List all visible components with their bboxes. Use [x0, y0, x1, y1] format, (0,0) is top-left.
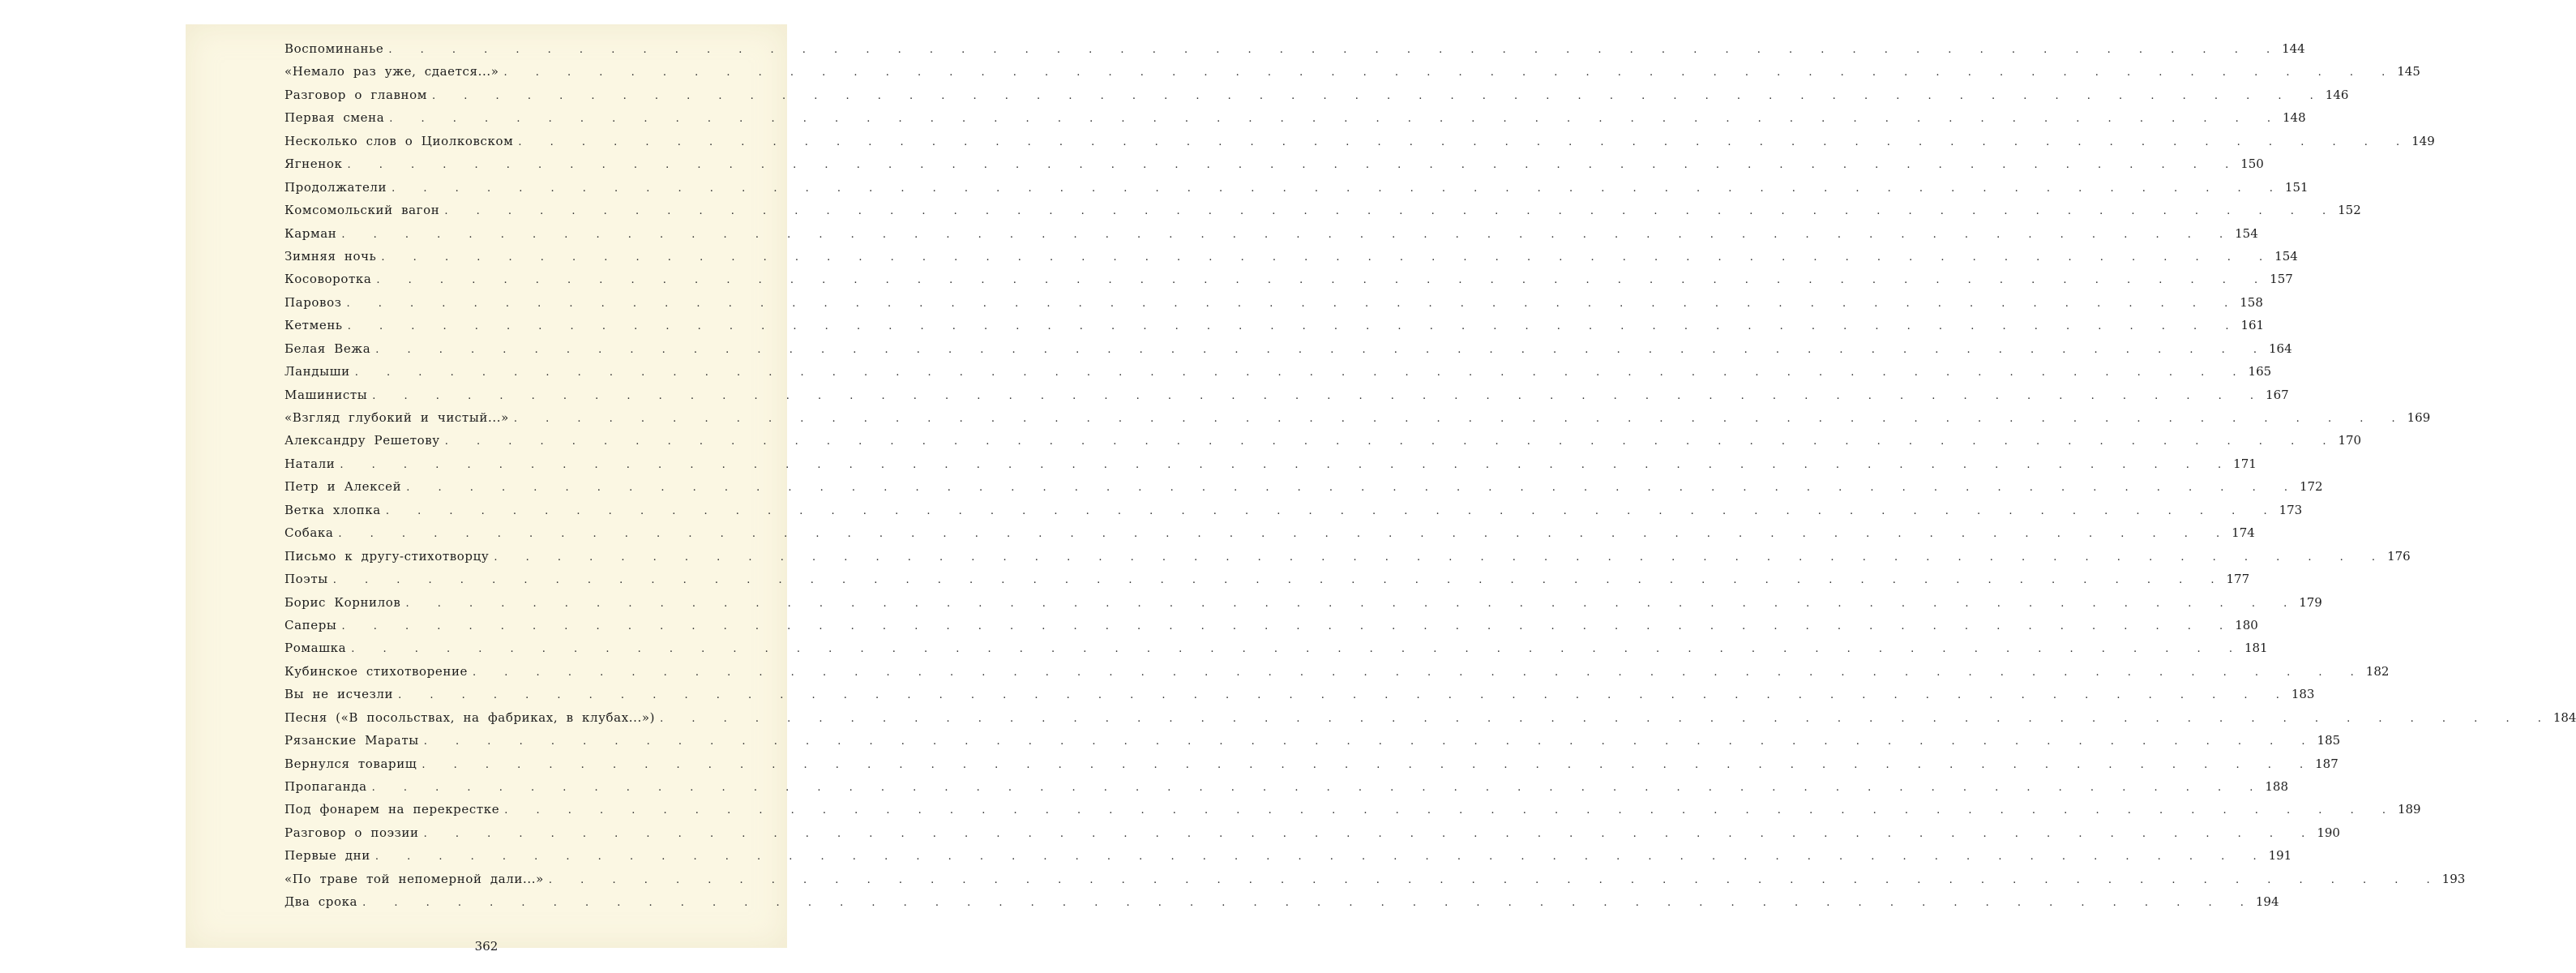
toc-entry [285, 268, 2293, 290]
toc-entry-title: Собака [285, 525, 334, 541]
toc-entry-page-number: 151 [2284, 179, 2309, 195]
toc-entry-title: Первые дни [285, 848, 370, 864]
dot-leader: . . . . . . . . . . . . . . . . . . . . . . . . . . . . . . . . . . . . . . . . . . . . . . . . . . . . . . . . . . . . [338, 528, 2231, 541]
toc-entry-page-number: 177 [2226, 572, 2250, 587]
toc-entry [285, 475, 2323, 498]
toc-entry [285, 890, 2279, 913]
toc-entry [285, 798, 2421, 821]
toc-entry-page-number: 194 [2255, 894, 2279, 910]
toc-entry-title: Два срока [285, 894, 358, 910]
dot-leader: . . . . . . . . . . . . . . . . . . . . . . . . . . . . . . . . . . . . . . . . . . . . . . . . . . . . . . . . . . . . [347, 320, 2240, 333]
dot-leader: . . . . . . . . . . . . . . . . . . . . . . . . . . . . . . . . . . . . . . . . . . . . . . . . . . . . . . . . . . . . [346, 297, 2239, 310]
toc-entry-title: Косоворотка [285, 272, 372, 287]
dot-leader: . . . . . . . . . . . . . . . . . . . . . . . . . . . . . . . . . . . . . . . . . . . . . . . . . . . . . . . . . . . . [341, 619, 2234, 632]
dot-leader: . . . . . . . . . . . . . . . . . . . . . . . . . . . . . . . . . . . . . . . . . . . . . . . . . . . . . . . . . . . . [389, 113, 2282, 126]
dot-leader: . . . . . . . . . . . . . . . . . . . . . . . . . . . . . . . . . . . . . . . . . . . . . . . . . . . . . . . . . . . . [548, 873, 2441, 886]
dot-leader: . . . . . . . . . . . . . . . . . . . . . . . . . . . . . . . . . . . . . . . . . . . . . . . . . . . . . . . . . . . . [381, 251, 2274, 264]
dot-leader: . . . . . . . . . . . . . . . . . . . . . . . . . . . . . . . . . . . . . . . . . . . . . . . . . . . . . . . . . . . . [660, 712, 2552, 725]
toc-entry-title: Под фонарем на перекрестке [285, 802, 500, 817]
toc-entry-title: Вернулся товарищ [285, 756, 417, 771]
dot-leader: . . . . . . . . . . . . . . . . . . . . . . . . . . . . . . . . . . . . . . . . . . . . . . . . . . . . . . . . . . . . [423, 827, 2316, 840]
dot-leader: . . . . . . . . . . . . . . . . . . . . . . . . . . . . . . . . . . . . . . . . . . . . . . . . . . . . . . . . . . . . [405, 597, 2298, 610]
toc-entry [285, 176, 2309, 199]
toc-entry [285, 591, 2322, 614]
toc-entry-page-number: 193 [2441, 871, 2466, 886]
toc-entry-page-number: 169 [2407, 410, 2431, 425]
toc-entry-title: Александру Решетову [285, 433, 440, 448]
toc-entry-title: Ромашка [285, 641, 347, 656]
toc-entry-title: «По траве той непомерной дали...» [285, 871, 544, 886]
dot-leader: . . . . . . . . . . . . . . . . . . . . . . . . . . . . . . . . . . . . . . . . . . . . . . . . . . . . . . . . . . . . [375, 343, 2267, 356]
dot-leader: . . . . . . . . . . . . . . . . . . . . . . . . . . . . . . . . . . . . . . . . . . . . . . . . . . . . . . . . . . . . [341, 228, 2234, 241]
dot-leader: . . . . . . . . . . . . . . . . . . . . . . . . . . . . . . . . . . . . . . . . . . . . . . . . . . . . . . . . . . . . [376, 274, 2269, 287]
toc-entry [285, 406, 2431, 429]
dot-leader: . . . . . . . . . . . . . . . . . . . . . . . . . . . . . . . . . . . . . . . . . . . . . . . . . . . . . . . . . . . . [374, 851, 2267, 864]
toc-entry-page-number: 181 [2244, 641, 2268, 656]
dot-leader: . . . . . . . . . . . . . . . . . . . . . . . . . . . . . . . . . . . . . . . . . . . . . . . . . . . . . . . . . . . . [388, 44, 2281, 56]
toc-entry-title: «Немало раз уже, сдается...» [285, 64, 499, 79]
toc-entry-page-number: 165 [2248, 364, 2272, 379]
dot-leader: . . . . . . . . . . . . . . . . . . . . . . . . . . . . . . . . . . . . . . . . . . . . . . . . . . . . . . . . . . . . [504, 804, 2396, 817]
dot-leader: . . . . . . . . . . . . . . . . . . . . . . . . . . . . . . . . . . . . . . . . . . . . . . . . . . . . . . . . . . . . [351, 643, 2243, 656]
dot-leader: . . . . . . . . . . . . . . . . . . . . . . . . . . . . . . . . . . . . . . . . . . . . . . . . . . . . . . . . . . . . [518, 135, 2411, 148]
dot-leader: . . . . . . . . . . . . . . . . . . . . . . . . . . . . . . . . . . . . . . . . . . . . . . . . . . . . . . . . . . . . [473, 666, 2364, 679]
dot-leader: . . . . . . . . . . . . . . . . . . . . . . . . . . . . . . . . . . . . . . . . . . . . . . . . . . . . . . . . . . . . [371, 782, 2264, 794]
toc-entry-page-number: 154 [2235, 225, 2258, 241]
toc-entry-page-number: 164 [2269, 341, 2292, 356]
toc-entry-title: Вы не исчезли [285, 687, 394, 702]
dot-leader: . . . . . . . . . . . . . . . . . . . . . . . . . . . . . . . . . . . . . . . . . . . . . . . . . . . . . . . . . . . . [513, 413, 2406, 425]
toc-entry [285, 360, 2272, 383]
toc-entry-page-number: 191 [2268, 848, 2292, 864]
toc-entry-title: Первая смена [285, 110, 385, 126]
toc-entry-page-number: 158 [2240, 294, 2263, 310]
dot-leader: . . . . . . . . . . . . . . . . . . . . . . . . . . . . . . . . . . . . . . . . . . . . . . . . . . . . . . . . . . . . [503, 66, 2396, 79]
toc-entry [285, 314, 2265, 336]
toc-entry [285, 130, 2435, 152]
toc-entry-title: «Взгляд глубокий и чистый...» [285, 410, 509, 425]
toc-entry-page-number: 161 [2240, 318, 2265, 333]
toc-entry-page-number: 150 [2240, 156, 2264, 172]
toc-entry-page-number: 157 [2270, 272, 2293, 287]
toc-entry [285, 384, 2289, 406]
toc-entry-page-number: 179 [2299, 594, 2322, 610]
toc-entry [285, 37, 2305, 60]
toc-entry-page-number: 152 [2338, 203, 2361, 218]
toc-entry [285, 568, 2250, 590]
toc-entry-title: Борис Корнилов [285, 594, 401, 610]
dot-leader: . . . . . . . . . . . . . . . . . . . . . . . . . . . . . . . . . . . . . . . . . . . . . . . . . . . . . . . . . . . . [340, 458, 2232, 471]
toc-entry [285, 868, 2466, 890]
dot-leader: . . . . . . . . . . . . . . . . . . . . . . . . . . . . . . . . . . . . . . . . . . . . . . . . . . . . . . . . . . . . [423, 735, 2316, 748]
toc-entry [285, 775, 2289, 798]
dot-leader: . . . . . . . . . . . . . . . . . . . . . . . . . . . . . . . . . . . . . . . . . . . . . . . . . . . . . . . . . . . . [398, 689, 2290, 702]
toc-entry [285, 106, 2306, 129]
book-page [186, 24, 2576, 954]
dot-leader: . . . . . . . . . . . . . . . . . . . . . . . . . . . . . . . . . . . . . . . . . . . . . . . . . . . . . . . . . . . . [385, 504, 2278, 517]
toc-entry-title: Пропаганда [285, 779, 367, 794]
toc-entry-title: Ландыши [285, 364, 350, 379]
dot-leader: . . . . . . . . . . . . . . . . . . . . . . . . . . . . . . . . . . . . . . . . . . . . . . . . . . . . . . . . . . . . [332, 574, 2225, 587]
toc-entry-title: Несколько слов о Циолковском [285, 133, 514, 148]
toc-entry-page-number: 182 [2365, 663, 2390, 679]
toc-entry-page-number: 174 [2232, 525, 2255, 541]
toc-entry [285, 637, 2268, 659]
table-of-contents [285, 37, 2576, 914]
toc-entry-page-number: 187 [2315, 756, 2339, 771]
toc-entry-page-number: 172 [2299, 479, 2323, 495]
toc-entry [285, 821, 2340, 844]
toc-entry [285, 499, 2303, 521]
toc-entry-title: Паровоз [285, 294, 342, 310]
dot-leader: . . . . . . . . . . . . . . . . . . . . . . . . . . . . . . . . . . . . . . . . . . . . . . . . . . . . . . . . . . . . [406, 482, 2298, 495]
toc-entry-title: Поэты [285, 572, 328, 587]
toc-entry [285, 222, 2258, 245]
toc-entry [285, 545, 2411, 568]
dot-leader: . . . . . . . . . . . . . . . . . . . . . . . . . . . . . . . . . . . . . . . . . . . . . . . . . . . . . . . . . . . . [444, 205, 2337, 218]
toc-entry-title: Кетмень [285, 318, 343, 333]
toc-entry-page-number: 171 [2233, 456, 2257, 471]
toc-entry-page-number: 145 [2397, 64, 2420, 79]
toc-entry [285, 199, 2361, 221]
dot-leader: . . . . . . . . . . . . . . . . . . . . . . . . . . . . . . . . . . . . . . . . . . . . . . . . . . . . . . . . . . . . [444, 435, 2337, 448]
toc-entry [285, 429, 2362, 452]
dot-leader: . . . . . . . . . . . . . . . . . . . . . . . . . . . . . . . . . . . . . . . . . . . . . . . . . . . . . . . . . . . . [362, 897, 2254, 910]
toc-entry-page-number: 180 [2235, 617, 2258, 632]
dot-leader: . . . . . . . . . . . . . . . . . . . . . . . . . . . . . . . . . . . . . . . . . . . . . . . . . . . . . . . . . . . . [421, 758, 2314, 771]
toc-entry-page-number: 190 [2317, 825, 2340, 840]
toc-entry-page-number: 184 [2552, 709, 2576, 725]
toc-entry-title: Машинисты [285, 387, 368, 402]
toc-entry [285, 729, 2341, 752]
toc-entry-page-number: 189 [2397, 802, 2421, 817]
toc-entry [285, 614, 2258, 637]
toc-entry-page-number: 173 [2279, 502, 2303, 517]
page-number: 362 [474, 939, 499, 954]
toc-entry [285, 60, 2420, 83]
toc-entry [285, 660, 2390, 683]
toc-entry-page-number: 149 [2411, 133, 2435, 148]
toc-entry-title: Разговор о поэзии [285, 825, 419, 840]
toc-entry-title: Письмо к другу-стихотворцу [285, 548, 490, 564]
toc-entry [285, 683, 2315, 705]
toc-entry [285, 844, 2292, 867]
toc-entry-page-number: 154 [2274, 248, 2298, 264]
toc-entry-title: Карман [285, 225, 337, 241]
toc-entry-title: Кубинское стихотворение [285, 663, 469, 679]
toc-entry-page-number: 170 [2338, 433, 2362, 448]
toc-entry-title: Зимняя ночь [285, 248, 377, 264]
toc-entry-title: Рязанские Мараты [285, 733, 419, 748]
toc-entry-title: Натали [285, 456, 336, 471]
dot-leader: . . . . . . . . . . . . . . . . . . . . . . . . . . . . . . . . . . . . . . . . . . . . . . . . . . . . . . . . . . . . [372, 389, 2265, 402]
toc-entry [285, 245, 2298, 268]
toc-entry-title: Петр и Алексей [285, 479, 402, 495]
toc-entry-page-number: 188 [2265, 779, 2289, 794]
dot-leader: . . . . . . . . . . . . . . . . . . . . . . . . . . . . . . . . . . . . . . . . . . . . . . . . . . . . . . . . . . . . [494, 551, 2386, 564]
dot-leader: . . . . . . . . . . . . . . . . . . . . . . . . . . . . . . . . . . . . . . . . . . . . . . . . . . . . . . . . . . . . [432, 89, 2324, 102]
toc-entry-title: Саперы [285, 617, 337, 632]
dot-leader: . . . . . . . . . . . . . . . . . . . . . . . . . . . . . . . . . . . . . . . . . . . . . . . . . . . . . . . . . . . . [392, 182, 2283, 195]
toc-entry-page-number: 185 [2317, 733, 2341, 748]
toc-entry-title: Белая Вежа [285, 341, 371, 356]
toc-entry-page-number: 144 [2282, 41, 2305, 56]
toc-entry-title: Ягненок [285, 156, 343, 172]
toc-entry-title: Продолжатели [285, 179, 387, 195]
dot-leader: . . . . . . . . . . . . . . . . . . . . . . . . . . . . . . . . . . . . . . . . . . . . . . . . . . . . . . . . . . . . [347, 159, 2240, 172]
toc-entry-title: Песня («В посольствах, на фабриках, в клубах...») [285, 709, 656, 725]
toc-entry [285, 452, 2257, 475]
toc-entry-page-number: 176 [2387, 548, 2411, 564]
toc-entry-page-number: 167 [2266, 387, 2289, 402]
toc-entry [285, 337, 2292, 360]
toc-entry [285, 152, 2264, 175]
toc-entry [285, 706, 2576, 729]
toc-entry [285, 752, 2339, 775]
toc-entry [285, 84, 2349, 106]
toc-entry [285, 521, 2255, 544]
toc-entry-title: Разговор о главном [285, 87, 428, 102]
toc-entry [285, 291, 2263, 314]
toc-entry-page-number: 183 [2291, 687, 2315, 702]
toc-entry-title: Воспоминанье [285, 41, 384, 56]
toc-entry-page-number: 146 [2325, 87, 2349, 102]
toc-entry-title: Ветка хлопка [285, 502, 381, 517]
toc-entry-title: Комсомольский вагон [285, 203, 440, 218]
dot-leader: . . . . . . . . . . . . . . . . . . . . . . . . . . . . . . . . . . . . . . . . . . . . . . . . . . . . . . . . . . . . [354, 366, 2247, 379]
toc-entry-page-number: 148 [2283, 110, 2306, 126]
